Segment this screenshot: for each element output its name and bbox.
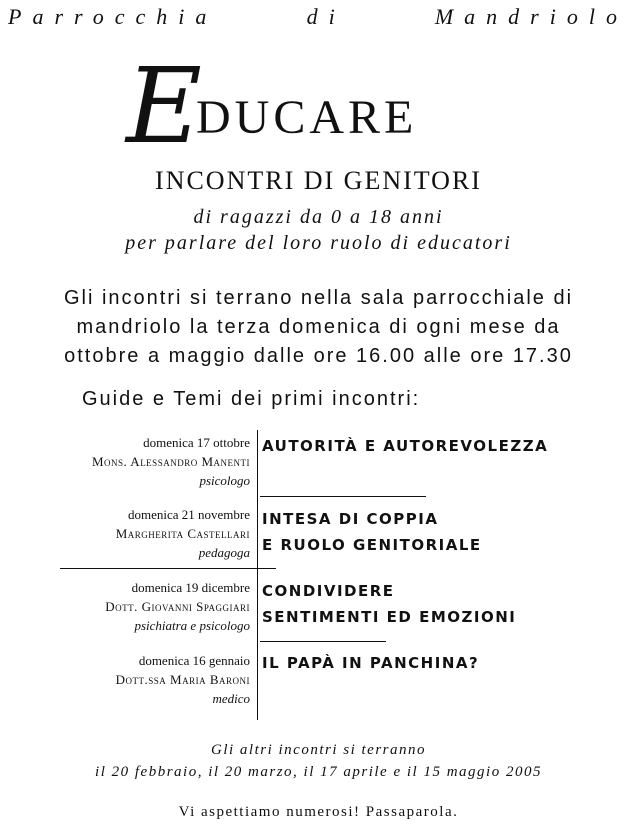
meeting-3-date: domenica 19 dicembre — [131, 580, 250, 595]
meeting-2-info — [30, 505, 250, 562]
tagline-line-1: di ragazzi da 0 a 18 anni — [193, 206, 444, 228]
meeting-1-topic-line-1: AUTORITÀ E AUTOREVOLEZZA — [262, 437, 549, 455]
meeting-3-info — [30, 578, 250, 635]
meeting-2-date: domenica 21 novembre — [127, 507, 250, 522]
meeting-4-speaker: Dott.ssa Maria Baroni — [115, 672, 250, 687]
meeting-1-info — [30, 433, 250, 490]
schedule-divider-1 — [260, 496, 426, 497]
parish-word-3: Mandriolo — [434, 4, 628, 29]
meeting-2-role: pedagoga — [198, 545, 250, 560]
intro-paragraph — [0, 284, 637, 371]
intro-line-3: ottobre a maggio dalle ore 16.00 alle ore 17.30 — [64, 345, 573, 367]
footer-line-1: Gli altri incontri si terranno — [210, 742, 426, 758]
meeting-2-topic — [262, 506, 482, 558]
meeting-3-topic-line-2: SENTIMENTI ED EMOZIONI — [262, 608, 517, 626]
schedule-divider-3 — [260, 641, 386, 642]
parish-word-2: di — [306, 4, 346, 29]
meeting-4-date: domenica 16 gennaio — [138, 653, 250, 668]
meeting-4-topic — [262, 650, 479, 676]
closing-line: Vi aspettiamo numerosi! Passaparola. — [178, 804, 459, 820]
meeting-2-topic-line-1: INTESA DI COPPIA — [262, 510, 439, 528]
meeting-2-speaker: Margherita Castellari — [115, 526, 250, 541]
subtitle: INCONTRI DI GENITORI — [155, 166, 482, 195]
meeting-3-speaker: Dott. Giovanni Spaggiari — [105, 599, 250, 614]
meeting-4-topic-line-1: IL PAPÀ IN PANCHINA? — [262, 654, 480, 672]
title-initial: E — [126, 45, 202, 167]
meeting-4-role: medico — [212, 691, 250, 706]
meeting-3-topic-line-1: CONDIVIDERE — [262, 582, 395, 600]
tagline-line-2: per parlare del loro ruolo di educatori — [125, 232, 512, 254]
footer-line-2: il 20 febbraio, il 20 marzo, il 17 aprile e il 15 maggio 2005 — [95, 764, 542, 780]
intro-line-1: Gli incontri si terrano nella sala parrocchiale di — [63, 287, 574, 309]
schedule-divider-2 — [60, 568, 276, 569]
meeting-3-role: psichiatra e psicologo — [134, 618, 250, 633]
main-title — [126, 45, 486, 167]
meeting-1-speaker: Mons. Alessandro Manenti — [91, 454, 250, 469]
meeting-3-topic — [262, 578, 516, 630]
meeting-1-date: domenica 17 ottobre — [143, 435, 250, 450]
meeting-1-role: psicologo — [199, 473, 250, 488]
meeting-2-topic-line-2: E RUOLO GENITORIALE — [262, 536, 482, 554]
intro-line-2: mandriolo la terza domenica di ogni mese da — [76, 316, 561, 338]
schedule-vertical-divider — [257, 430, 258, 720]
parish-header — [8, 4, 628, 30]
guides-heading: Guide e Temi dei primi incontri: — [82, 388, 421, 410]
meeting-1-topic — [262, 433, 548, 459]
meeting-4-info — [30, 651, 250, 708]
title-rest: DUCARE — [196, 91, 418, 144]
parish-word-1: Parrocchia — [8, 4, 218, 29]
